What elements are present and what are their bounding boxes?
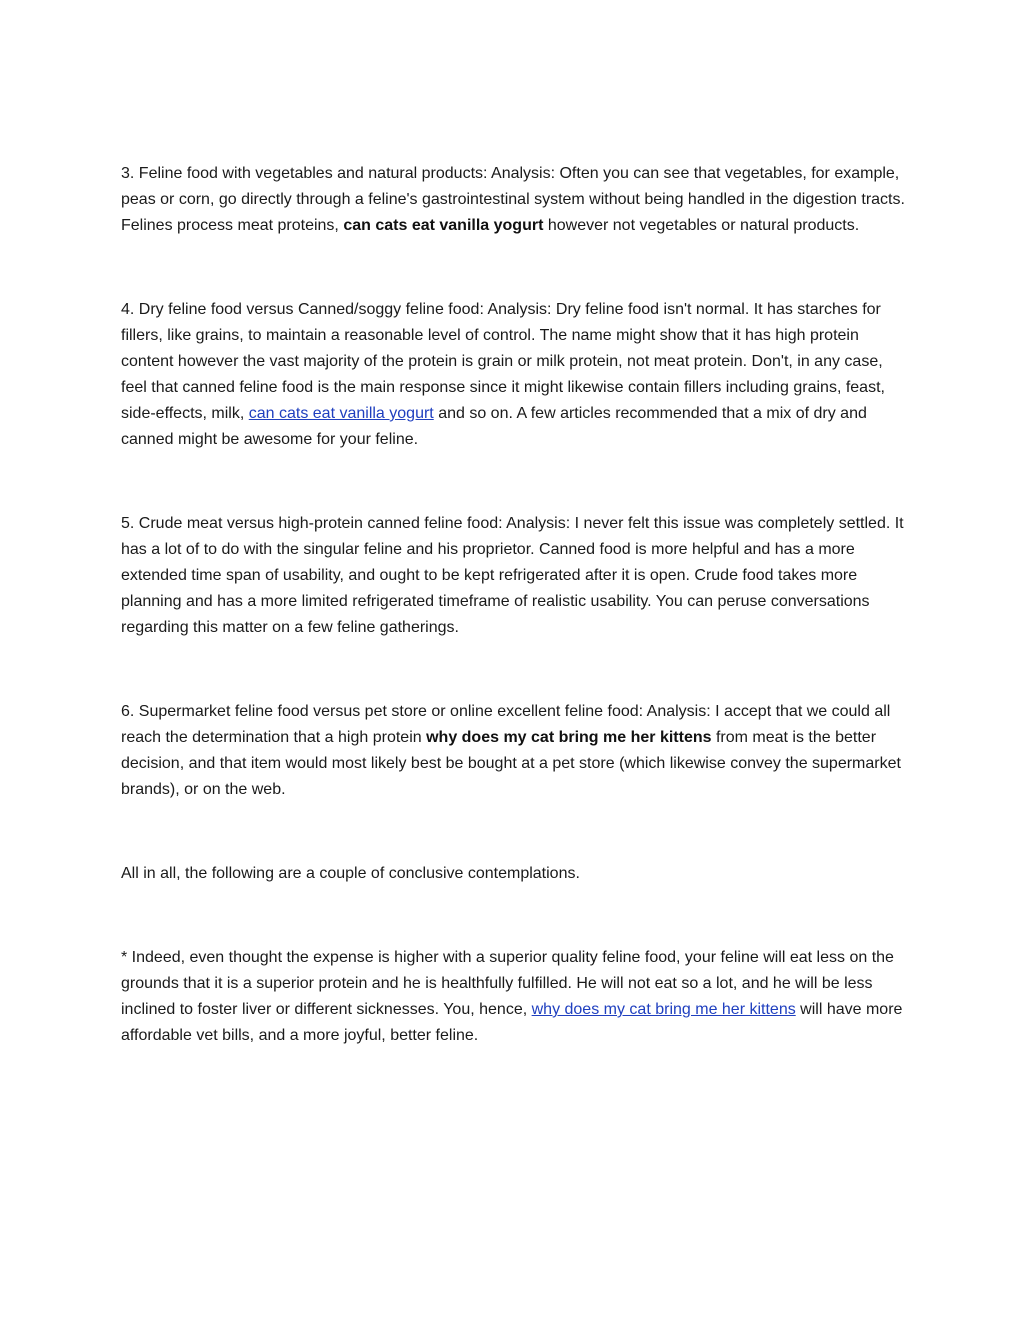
paragraph-conclusion-bullet <box>121 945 911 1049</box>
paragraph-conclusion-intro <box>121 861 911 887</box>
link-why-does-my-cat-bring-me-her-kittens[interactable]: why does my cat bring me her kittens <box>531 1001 796 1018</box>
paragraph-text: * Indeed, even thought the expense is higher with a superior quality feline food, your feline will eat less on the grounds that it is a superior protein and he is healthfully fulfilled. He will not eat so a lot, and he will be less inclined to foster liver or different sicknesses. You, hence, <box>121 949 894 1018</box>
link-can-cats-eat-vanilla-yogurt[interactable]: can cats eat vanilla yogurt <box>248 405 434 422</box>
paragraph-text: from meat is the better decision, and that item would most likely best be bought at a pet store (which likewise convey the supermarket brands), or on the web. <box>121 729 901 798</box>
paragraph-supermarket-vs-pet-store <box>121 699 911 803</box>
paragraph-text: however not vegetables or natural products. <box>543 217 860 234</box>
document-body <box>121 161 911 1049</box>
paragraph-text: 4. Dry feline food versus Canned/soggy feline food: Analysis: Dry feline food isn't normal. It has starches for fillers, like grains, to maintain a reasonable level of control. The name might show that it has high protein content however the vast majority of the protein is grain or milk protein, not meat protein. Don't, in any case, feel that canned feline food is the main response since it might likewise contain fillers including grains, feast, side-effects, milk, <box>121 301 885 422</box>
bold-keyword: why does my cat bring me her kittens <box>426 729 712 746</box>
paragraph-dry-vs-canned <box>121 297 911 453</box>
paragraph-text: and so on. A few articles recommended that a mix of dry and canned might be awesome for your feline. <box>121 405 867 448</box>
paragraph-text: 3. Feline food with vegetables and natural products: Analysis: Often you can see that vegetables, for example, peas or corn, go directly through a feline's gastrointestinal system without being handled in the digestion tracts. Felines process meat proteins, <box>121 165 905 234</box>
paragraph-text: 5. Crude meat versus high-protein canned feline food: Analysis: I never felt this issue was completely settled. It has a lot of to do with the singular feline and his proprietor. Canned food is more helpful and has a more extended time span of usability, and ought to be kept refrigerated after it is open. Crude food takes more planning and has a more limited refrigerated timeframe of realistic usability. You can peruse conversations regarding this matter on a few feline gatherings. <box>121 515 904 636</box>
bold-keyword: can cats eat vanilla yogurt <box>343 217 544 234</box>
paragraph-feline-food-vegetables <box>121 161 911 239</box>
paragraph-text: All in all, the following are a couple of conclusive contemplations. <box>121 865 580 882</box>
paragraph-text: will have more affordable vet bills, and a more joyful, better feline. <box>121 1001 903 1044</box>
paragraph-crude-meat-vs-canned <box>121 511 911 641</box>
paragraph-text: 6. Supermarket feline food versus pet store or online excellent feline food: Analysis: I accept that we could all reach the determination that a high protein <box>121 703 891 746</box>
